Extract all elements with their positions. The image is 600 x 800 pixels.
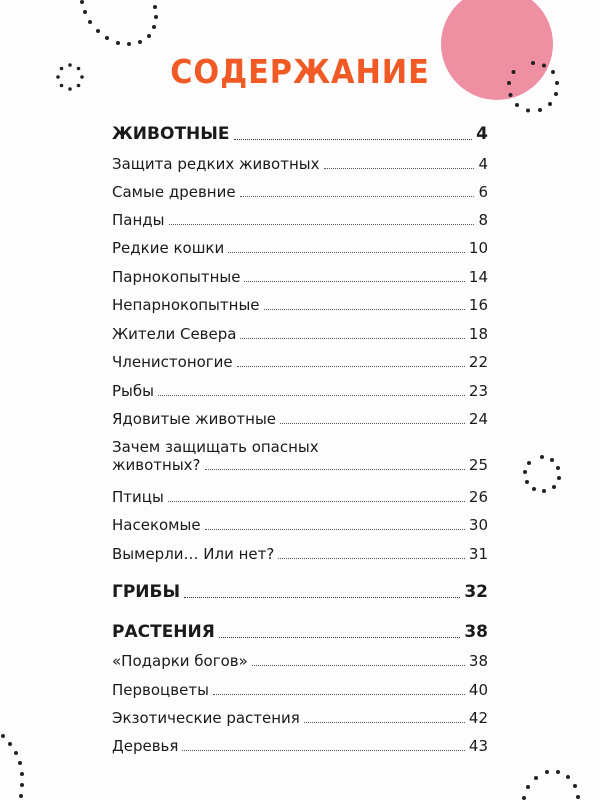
toc-entry-label-line1: Зачем защищать опасных [112,438,319,456]
dot-leader [304,722,465,723]
toc-page-number: 25 [468,456,488,474]
toc-page-number: 43 [468,737,488,755]
toc-entry[interactable] [112,545,488,563]
toc-entry[interactable] [112,382,488,400]
toc-page-number: 4 [478,155,488,173]
toc-page-number: 24 [468,410,488,428]
toc-entry[interactable] [112,709,488,727]
toc-page-number: 31 [468,545,488,563]
toc-entry[interactable] [112,183,488,201]
toc-page-number: 30 [468,516,488,534]
toc-entry[interactable] [112,268,488,286]
toc-entry[interactable] [112,737,488,755]
toc-entry-label: Первоцветы [112,681,209,699]
toc-entry[interactable] [112,488,488,506]
toc-section-label: РАСТЕНИЯ [112,622,215,642]
toc-entry-label: Насекомые [112,516,201,534]
toc-entry-label: Деревья [112,737,179,755]
toc-entry-label: Рыбы [112,382,154,400]
toc-entry-label: Жители Севера [112,325,237,343]
dot-leader [205,469,465,470]
toc-entry-label: «Подарки богов» [112,652,248,670]
dot-leader [252,665,465,666]
dot-leader [182,750,465,751]
toc-entry[interactable] [112,516,488,534]
toc-entry[interactable] [112,239,488,257]
toc-entry-label: Вымерли… Или нет? [112,545,275,563]
toc-entry[interactable] [112,296,488,314]
dot-leader [158,395,465,396]
dot-leader [184,597,460,598]
toc-section-animals[interactable] [112,124,488,144]
dot-leader [280,423,465,424]
page-title: СОДЕРЖАНИЕ [170,52,430,91]
toc-entry-label: Самые древние [112,183,236,201]
toc-page-number: 40 [468,681,488,699]
toc-entry-label-line2: животных? [112,456,201,474]
dot-leader [213,694,465,695]
dot-leader [234,139,473,140]
toc-page-number: 23 [468,382,488,400]
toc-entry-label: Редкие кошки [112,239,225,257]
dotted-ring-decoration [522,454,562,494]
toc-entry[interactable] [112,410,488,428]
toc-page-number: 10 [468,239,488,257]
toc-entry-label: Панды [112,211,165,229]
dotted-arc-decoration [0,732,30,800]
toc-entry-label: Непарнокопытные [112,296,260,314]
dot-leader [244,281,464,282]
toc-entry[interactable] [112,325,488,343]
toc-entry[interactable] [112,155,488,173]
toc-page-number: 4 [476,124,488,144]
toc-entry[interactable] [112,211,488,229]
toc-section-mushrooms[interactable] [112,582,488,602]
toc-page-number: 42 [468,709,488,727]
dot-leader [264,309,465,310]
toc-page-number: 6 [478,183,488,201]
dot-leader [228,252,465,253]
toc-page-number: 38 [464,622,488,642]
toc-page-number: 18 [468,325,488,343]
toc-entry-label: Парнокопытные [112,268,241,286]
dot-leader [219,637,460,638]
dot-leader [324,168,475,169]
toc-section-plants[interactable] [112,622,488,642]
toc-section-label: ГРИБЫ [112,582,181,602]
dot-leader [168,501,465,502]
table-of-contents [112,0,488,800]
toc-entry[interactable] [112,652,488,670]
toc-entry[interactable] [112,353,488,371]
toc-entry[interactable] [112,438,488,474]
dot-leader [278,558,465,559]
toc-entry[interactable] [112,681,488,699]
dot-leader [237,366,465,367]
toc-page-number: 26 [468,488,488,506]
toc-entry-label: Членистоногие [112,353,233,371]
dot-leader [205,529,465,530]
toc-page-number: 32 [464,582,488,602]
dot-leader [169,224,475,225]
toc-page-number: 38 [468,652,488,670]
dot-leader [240,196,475,197]
dot-leader [240,338,464,339]
toc-page-number: 22 [468,353,488,371]
toc-entry-label-block [112,438,469,474]
toc-entry-label: Птицы [112,488,164,506]
toc-entry-line2 [112,456,469,474]
toc-page-number: 16 [468,296,488,314]
toc-page-number: 8 [478,211,488,229]
dotted-arc-decoration [520,766,580,800]
toc-entry-label: Защита редких животных [112,155,320,173]
toc-entry-label: Ядовитые животные [112,410,277,428]
toc-entry-label: Экзотические растения [112,709,300,727]
toc-section-label: ЖИВОТНЫЕ [112,124,230,144]
toc-page-number: 14 [468,268,488,286]
